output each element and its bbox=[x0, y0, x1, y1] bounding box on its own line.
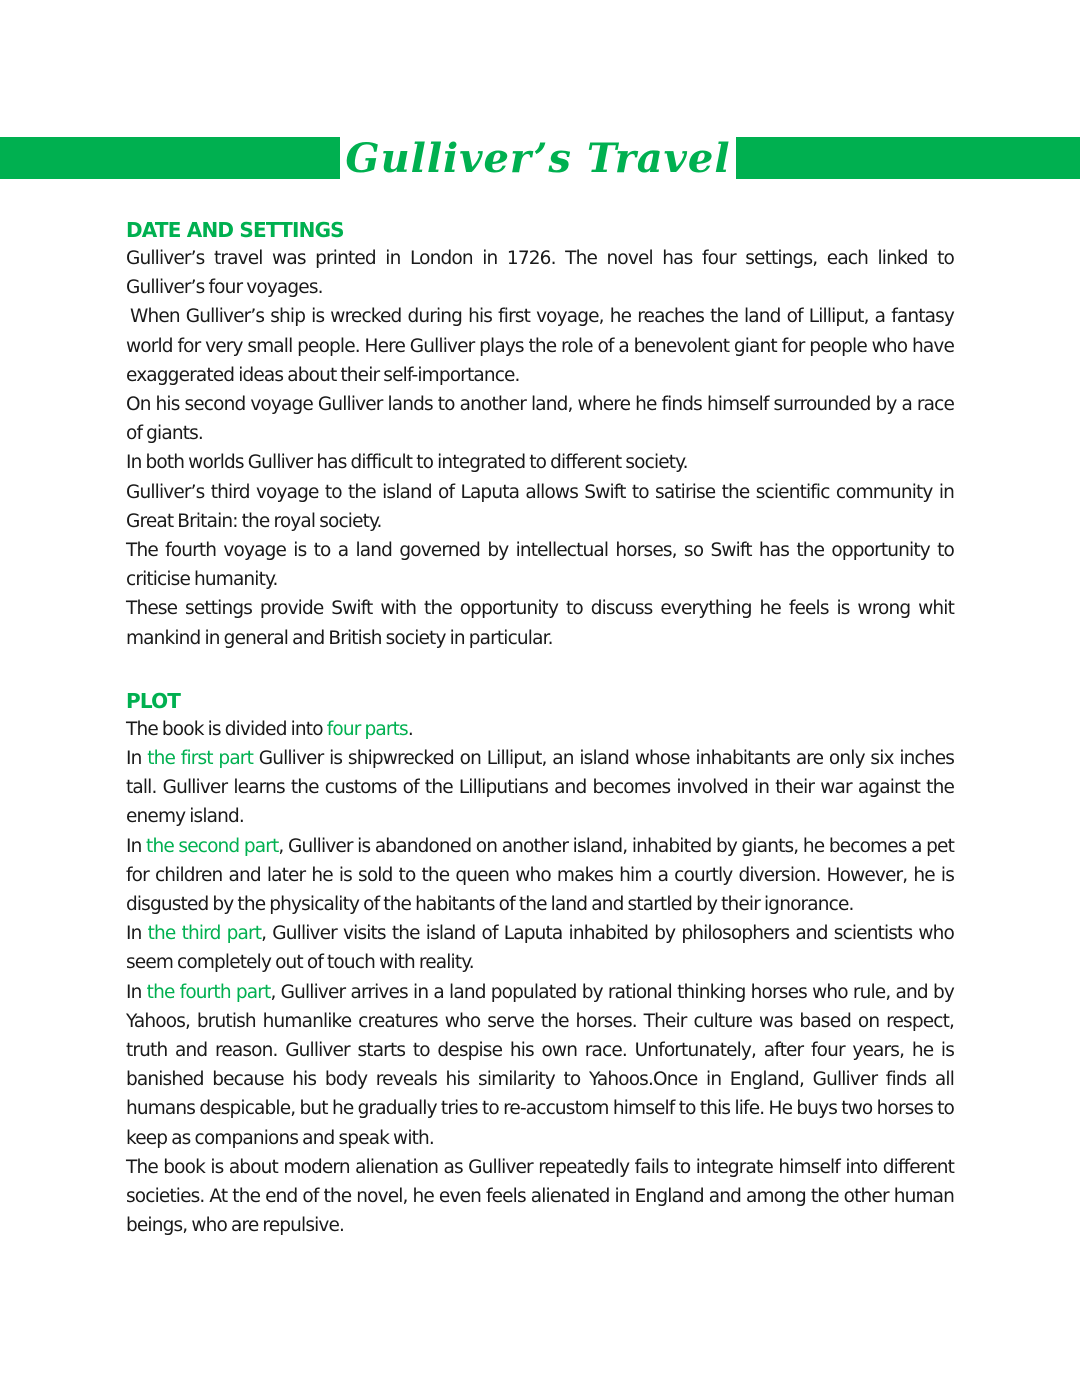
paragraph: On his second voyage Gulliver lands to another land, where he finds himself surrounded by a race of giants. bbox=[126, 394, 954, 445]
text-run: In bbox=[126, 835, 147, 857]
text-run: In bbox=[126, 748, 148, 770]
text-run: The book is divided into bbox=[126, 718, 327, 740]
paragraph: These settings provide Swift with the opportunity to discuss everything he feels is wrong whit mankind in general and British society in particular. bbox=[126, 598, 954, 649]
title-bar-right bbox=[736, 137, 1080, 179]
paragraph: Gulliver’s third voyage to the island of Laputa allows Swift to satirise the scientific community in Great Britain: the royal society. bbox=[126, 481, 954, 532]
section-spacer bbox=[126, 653, 954, 687]
text-run: . bbox=[407, 718, 413, 740]
page-title: Gulliver’s Travel bbox=[345, 134, 731, 182]
highlight-term: the second part bbox=[146, 835, 279, 857]
text-run: Gulliver is shipwrecked on Lilliput, an island whose inhabitants are only six inches tall. Gulliver learns the customs of the Lilliputians and becomes involved in their war against the enemy island. bbox=[126, 748, 955, 828]
plot-part-4 bbox=[126, 978, 954, 1153]
title-banner bbox=[0, 134, 1080, 182]
section-heading: PLOT bbox=[126, 688, 181, 713]
text-run: , Gulliver is abandoned on another island, inhabited by giants, he becomes a pet for children and later he is sold to the queen who makes him a courtly diversion. However, he is disgusted by the physicality of the habitants of the land and startled by their ignorance. bbox=[126, 835, 954, 916]
section-heading: DATE AND SETTINGS bbox=[126, 218, 344, 242]
plot-part-3 bbox=[126, 919, 954, 977]
text-run: In bbox=[126, 923, 148, 945]
paragraph: In both worlds Gulliver has difficult to integrated to different society. bbox=[126, 452, 688, 474]
section-plot bbox=[126, 687, 954, 1241]
section-date-and-settings bbox=[126, 216, 954, 653]
paragraph: Gulliver’s travel was printed in London in 1726. The novel has four settings, each linked to Gulliver’s four voyages. bbox=[126, 248, 954, 299]
text-run: , Gulliver arrives in a land populated by rational thinking horses who rule, and by Yahoos, brutish humanlike creatures who serve the horses. Their culture was based on respect, truth and reason. Gulliver starts to despise his own race. Unfortunately, after four years, he is banished because his body reveals his similarity to Yahoos.Once in England, Gulliver finds all humans despicable, but he gradually tries to re-accustom himself to this life. He buys two horses to keep as companions and speak with. bbox=[126, 981, 954, 1149]
title-box bbox=[344, 131, 732, 185]
plot-part-2 bbox=[126, 832, 954, 920]
plot-part-1 bbox=[126, 744, 954, 832]
highlight-term: the first part bbox=[147, 748, 253, 770]
title-bar-left bbox=[0, 137, 340, 179]
document-body bbox=[126, 216, 954, 1241]
plot-intro bbox=[126, 715, 954, 744]
highlight-term: the fourth part bbox=[146, 981, 271, 1003]
paragraph: The fourth voyage is to a land governed by intellectual horses, so Swift has the opportunity to criticise humanity. bbox=[126, 540, 954, 591]
text-run: , Gulliver visits the island of Laputa inhabited by philosophers and scientists who seem completely out of touch with reality. bbox=[126, 923, 955, 974]
text-run: In bbox=[126, 981, 147, 1003]
highlight-term: the third part bbox=[147, 923, 262, 945]
highlight-term: four parts bbox=[326, 718, 408, 740]
plot-closing: The book is about modern alienation as Gulliver repeatedly fails to integrate himself into different societies. At the end of the novel, he even feels alienated in England and among the other human beings, who are repulsive. bbox=[126, 1156, 954, 1237]
paragraph: When Gulliver’s ship is wrecked during his first voyage, he reaches the land of Lilliput, a fantasy world for very small people. Here Gulliver plays the role of a benevolent giant for people who have exaggerated ideas about their self-importance. bbox=[126, 306, 954, 386]
